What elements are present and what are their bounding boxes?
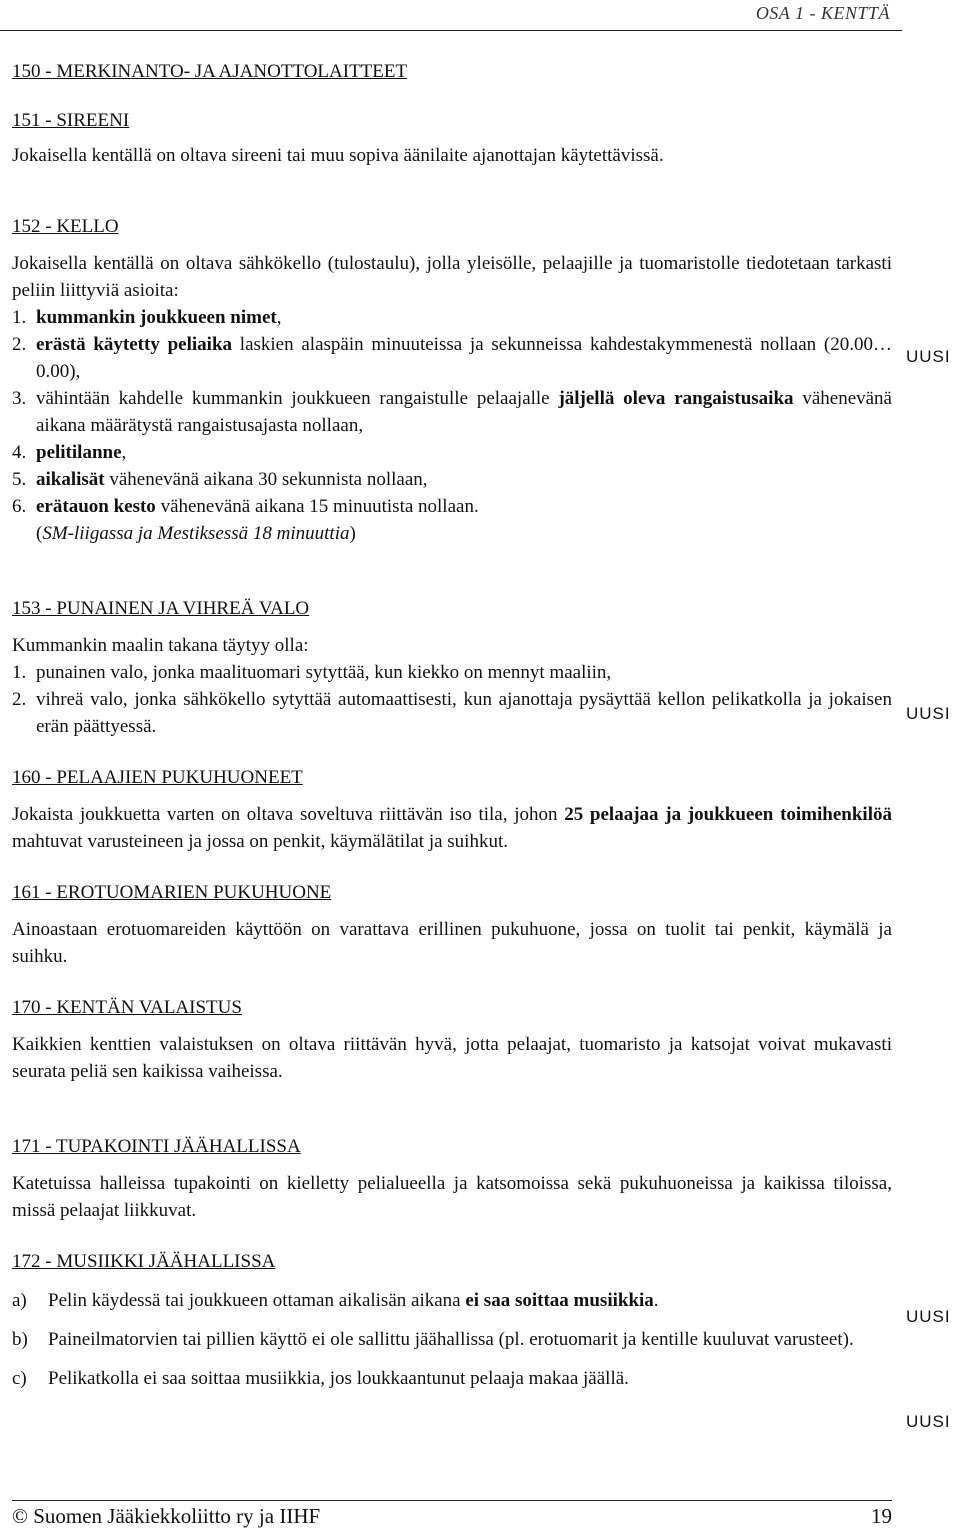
section-intro-153: Kummankin maalin takana täytyy olla: [12,635,309,656]
new-badge: UUSI [906,1307,951,1326]
section-title-160: 160 - PELAAJIEN PUKUHUONEET [12,767,303,788]
list-item: 5. aikalisät vähenevänä aikana 30 sekunnista nollaan, [12,469,428,490]
section-text-160: Jokaista joukkuetta varten on oltava soveltuva riittävän iso tila, johon 25 pelaajaa ja joukkueen toimihenkilöä mahtuvat varusteineen ja jossa on penkit, käymälätilat ja suihkut. [12,804,892,852]
page-number: 19 [871,1504,892,1528]
list-item: 6. erätauon kesto vähenevänä aikana 15 minuutista nollaan. [12,496,479,517]
list-item: a) Pelin käydessä tai joukkueen ottaman aikalisän aikana ei saa soittaa musiikkia. [12,1290,659,1311]
section-intro-152: Jokaisella kentällä on oltava sähkökello (tulostaulu), jolla yleisölle, pelaajille ja tuomaristolle tiedotetaan tarkasti peliin liittyviä asioita: [12,253,892,301]
section-title-161: 161 - EROTUOMARIEN PUKUHUONE [12,882,332,903]
list-item: b) Paineilmatorvien tai pillien käyttö ei ole sallittu jäähallissa (pl. erotuomarit ja kentille kuuluvat varusteet). [12,1329,854,1350]
list-item: 3. vähintään kahdelle kummankin joukkueen rangaistulle pelaajalle jäljellä oleva rangaistusaika vähenevänä aikana määrätystä rangaistusajasta nollaan, [12,388,892,436]
page-footer [12,1500,892,1530]
section-note-152: (SM-liigassa ja Mestiksessä 18 minuuttia) [36,523,356,544]
section-title-152: 152 - KELLO [12,216,119,237]
section-title-153: 153 - PUNAINEN JA VIHREÄ VALO [12,598,310,619]
section-title-171: 171 - TUPAKOINTI JÄÄHALLISSA [12,1136,301,1157]
section-text-161: Ainoastaan erotuomareiden käyttöön on varattava erillinen pukuhuone, jossa on tuolit tai penkit, käymälä ja suihku. [12,919,892,967]
footer-copyright: © Suomen Jääkiekkoliitto ry ja IIHF [12,1504,321,1528]
section-title-172: 172 - MUSIIKKI JÄÄHALLISSA [12,1251,276,1272]
section-title-150: 150 - MERKINANTO- JA AJANOTTOLAITTEET [12,61,408,82]
new-badge: UUSI [906,347,951,366]
list-item: 4. pelitilanne, [12,442,127,463]
section-title-170: 170 - KENTÄN VALAISTUS [12,997,242,1018]
list-item: 1. punainen valo, jonka maalituomari sytyttää, kun kiekko on mennyt maaliin, [12,662,612,683]
header-text: OSA 1 - KENTTÄ [755,3,890,23]
section-title-151: 151 - SIREENI [12,110,130,131]
page-header [0,0,902,31]
section-text-151: Jokaisella kentällä on oltava sireeni tai muu sopiva äänilaite ajanottajan käytettävissä. [12,145,664,166]
new-badge: UUSI [906,1412,951,1431]
list-item: 1. kummankin joukkueen nimet, [12,307,282,328]
list-item: 2. vihreä valo, jonka sähkökello sytyttää automaattisesti, kun ajanottaja pysäyttää kellon pelikatkolla ja jokaisen erän päättyessä. [12,689,892,737]
section-text-170: Kaikkien kenttien valaistuksen on oltava riittävän hyvä, jotta pelaajat, tuomaristo ja katsojat voivat mukavasti seurata peliä sen kaikissa vaiheissa. [12,1034,892,1082]
document-body [12,56,892,1392]
new-badge: UUSI [906,704,951,723]
section-text-171: Katetuissa halleissa tupakointi on kielletty pelialueella ja katsomoissa sekä pukuhuoneissa ja kaikissa tiloissa, missä pelaajat liikkuvat. [12,1173,892,1221]
list-item: c) Pelikatkolla ei saa soittaa musiikkia, jos loukkaantunut pelaaja makaa jäällä. [12,1368,629,1389]
list-item: 2. erästä käytetty peliaika laskien alaspäin minuuteissa ja sekunneissa kahdestakymmenestä nollaan (20.00…0.00), [12,334,892,382]
